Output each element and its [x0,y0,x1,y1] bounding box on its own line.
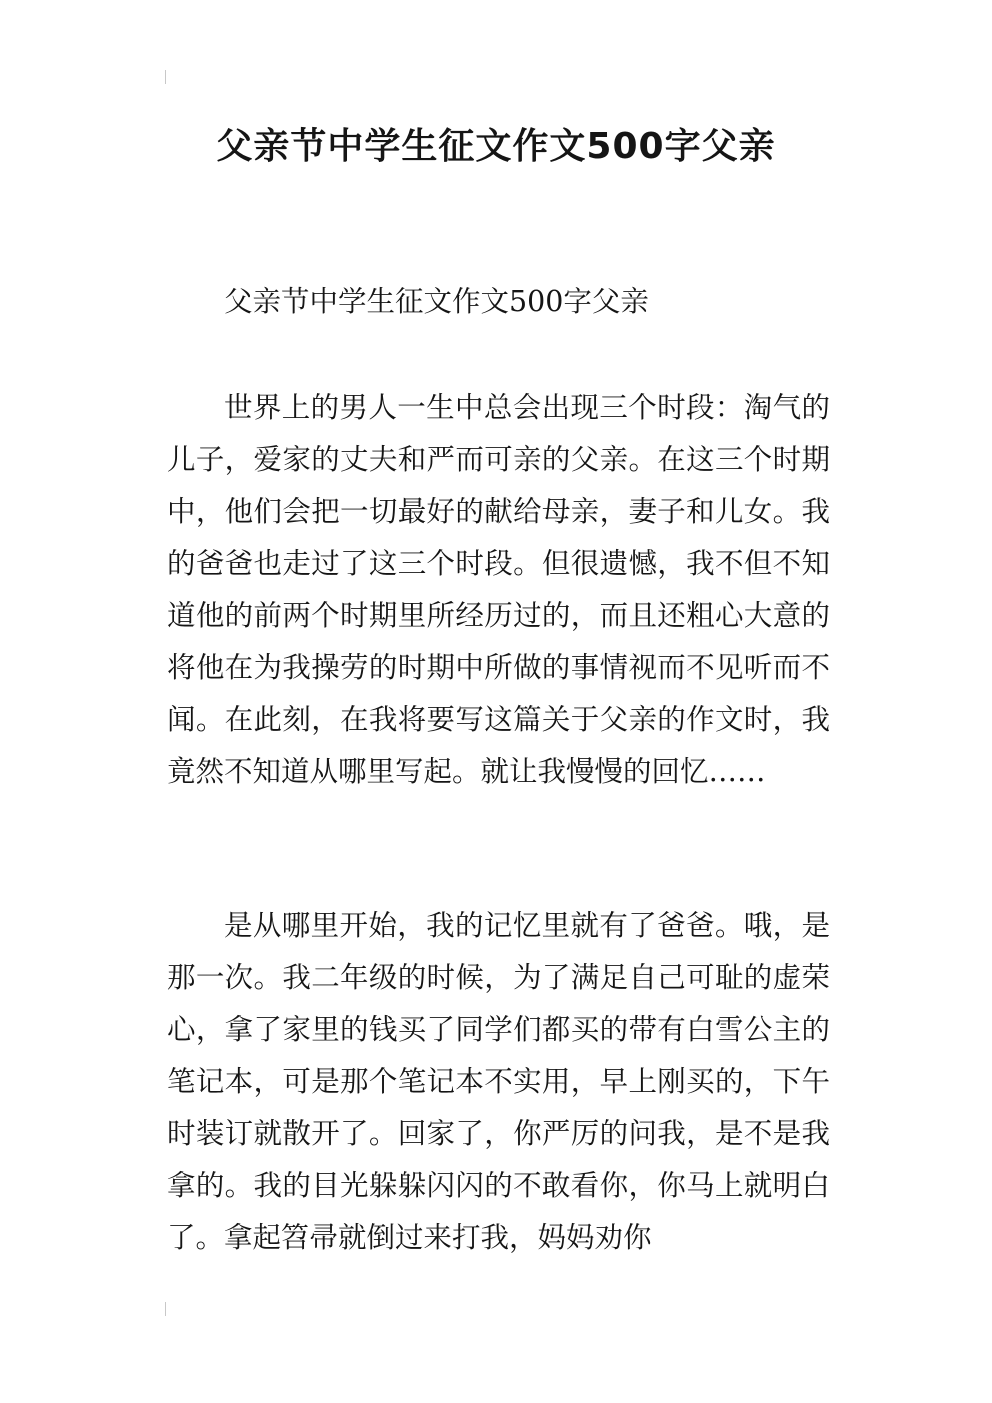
paragraph-1: 世界上的男人一生中总会出现三个时段：淘气的儿子，爱家的丈夫和严而可亲的父亲。在这三个时期中，他们会把一切最好的献给母亲，妻子和儿女。我的爸爸也走过了这三个时段。但很遗憾，我不但不知道他的前两个时期里所经历过的，而且还粗心大意的将他在为我操劳的时期中所做的事情视而不见听而不闻。在此刻，在我将要写这篇关于父亲的作文时，我竟然不知道从哪里写起。就让我慢慢的回忆…… [167,391,830,788]
page-corner-mark-bottom [165,1302,166,1316]
document-subtitle: 父亲节中学生征文作文500字父亲 [224,285,649,318]
page-corner-mark-top [165,70,166,84]
paragraph-2: 是从哪里开始，我的记忆里就有了爸爸。哦，是那一次。我二年级的时候，为了满足自己可耻的虚荣心，拿了家里的钱买了同学们都买的带有白雪公主的笔记本，可是那个笔记本不实用，早上刚买的，下午时装订就散开了。回家了，你严厉的问我，是不是我拿的。我的目光躲躲闪闪的不敢看你，你马上就明白了。拿起笤帚就倒过来打我，妈妈劝你 [167,909,830,1254]
document-title: 父亲节中学生征文作文500字父亲 [216,126,776,167]
